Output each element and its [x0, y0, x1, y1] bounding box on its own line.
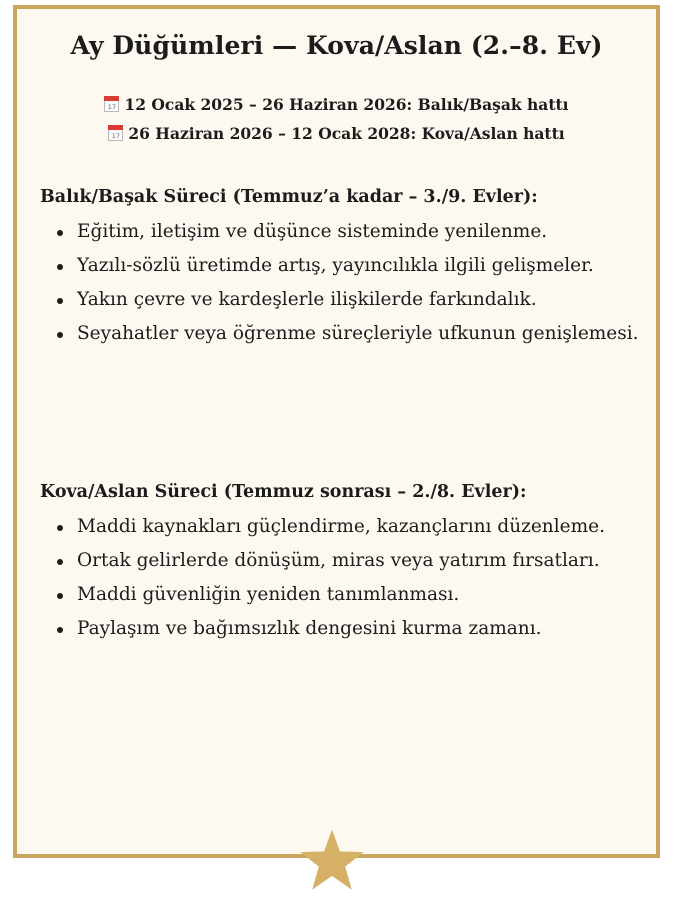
bullet-icon: [57, 627, 63, 633]
bullet-list: [40, 215, 646, 351]
page-title: Ay Düğümleri — Kova/Aslan (2.–8. Ev): [70, 31, 603, 60]
content-card: [13, 5, 660, 858]
calendar-icon: [108, 125, 123, 141]
date-range-text: 12 Ocak 2025 – 26 Haziran 2026: Balık/Başak hattı: [124, 95, 569, 114]
list-item: [40, 544, 646, 578]
calendar-icon: [104, 96, 119, 112]
list-item-text: Seyahatler veya öğrenme süreçleriyle ufkunun genişlemesi.: [77, 323, 639, 344]
bullet-icon: [57, 593, 63, 599]
list-item: [40, 510, 646, 544]
list-item-text: Eğitim, iletişim ve düşünce sisteminde yenilenme.: [77, 221, 548, 242]
list-item-text: Maddi kaynakları güçlendirme, kazançlarını düzenleme.: [77, 516, 605, 537]
bullet-icon: [57, 298, 63, 304]
bullet-icon: [57, 230, 63, 236]
date-range-text: 26 Haziran 2026 – 12 Ocak 2028: Kova/Aslan hattı: [128, 124, 565, 143]
bullet-icon: [57, 264, 63, 270]
section-balik-basak: [40, 179, 646, 351]
bullet-icon: [57, 332, 63, 338]
list-item: [40, 317, 646, 351]
list-item: [40, 612, 646, 646]
list-item: [40, 578, 646, 612]
list-item: [40, 215, 646, 249]
list-item-text: Maddi güvenliğin yeniden tanımlanması.: [77, 584, 460, 605]
list-item-text: Yazılı-sözlü üretimde artış, yayıncılıkla ilgili gelişmeler.: [77, 255, 594, 276]
list-item: [40, 283, 646, 317]
list-item-text: Ortak gelirlerde dönüşüm, miras veya yatırım fırsatları.: [77, 550, 600, 571]
section-heading: Balık/Başak Süreci (Temmuz’a kadar – 3./9. Evler):: [40, 187, 538, 207]
section-kova-aslan: [40, 474, 646, 646]
star-shape: [300, 830, 363, 890]
calendar-icon-day: 17: [111, 132, 120, 140]
date-range-2: [17, 119, 656, 148]
bullet-icon: [57, 525, 63, 531]
list-item-text: Paylaşım ve bağımsızlık dengesini kurma zamanı.: [77, 618, 542, 639]
date-ranges: [17, 90, 656, 148]
list-item-text: Yakın çevre ve kardeşlerle ilişkilerde farkındalık.: [77, 289, 537, 310]
section-heading: Kova/Aslan Süreci (Temmuz sonrası – 2./8. Evler):: [40, 482, 527, 502]
list-item: [40, 249, 646, 283]
bullet-list: [40, 510, 646, 646]
bullet-icon: [57, 559, 63, 565]
calendar-icon-day: 17: [107, 103, 117, 111]
date-range-1: [17, 90, 656, 119]
star-icon: [299, 828, 365, 892]
